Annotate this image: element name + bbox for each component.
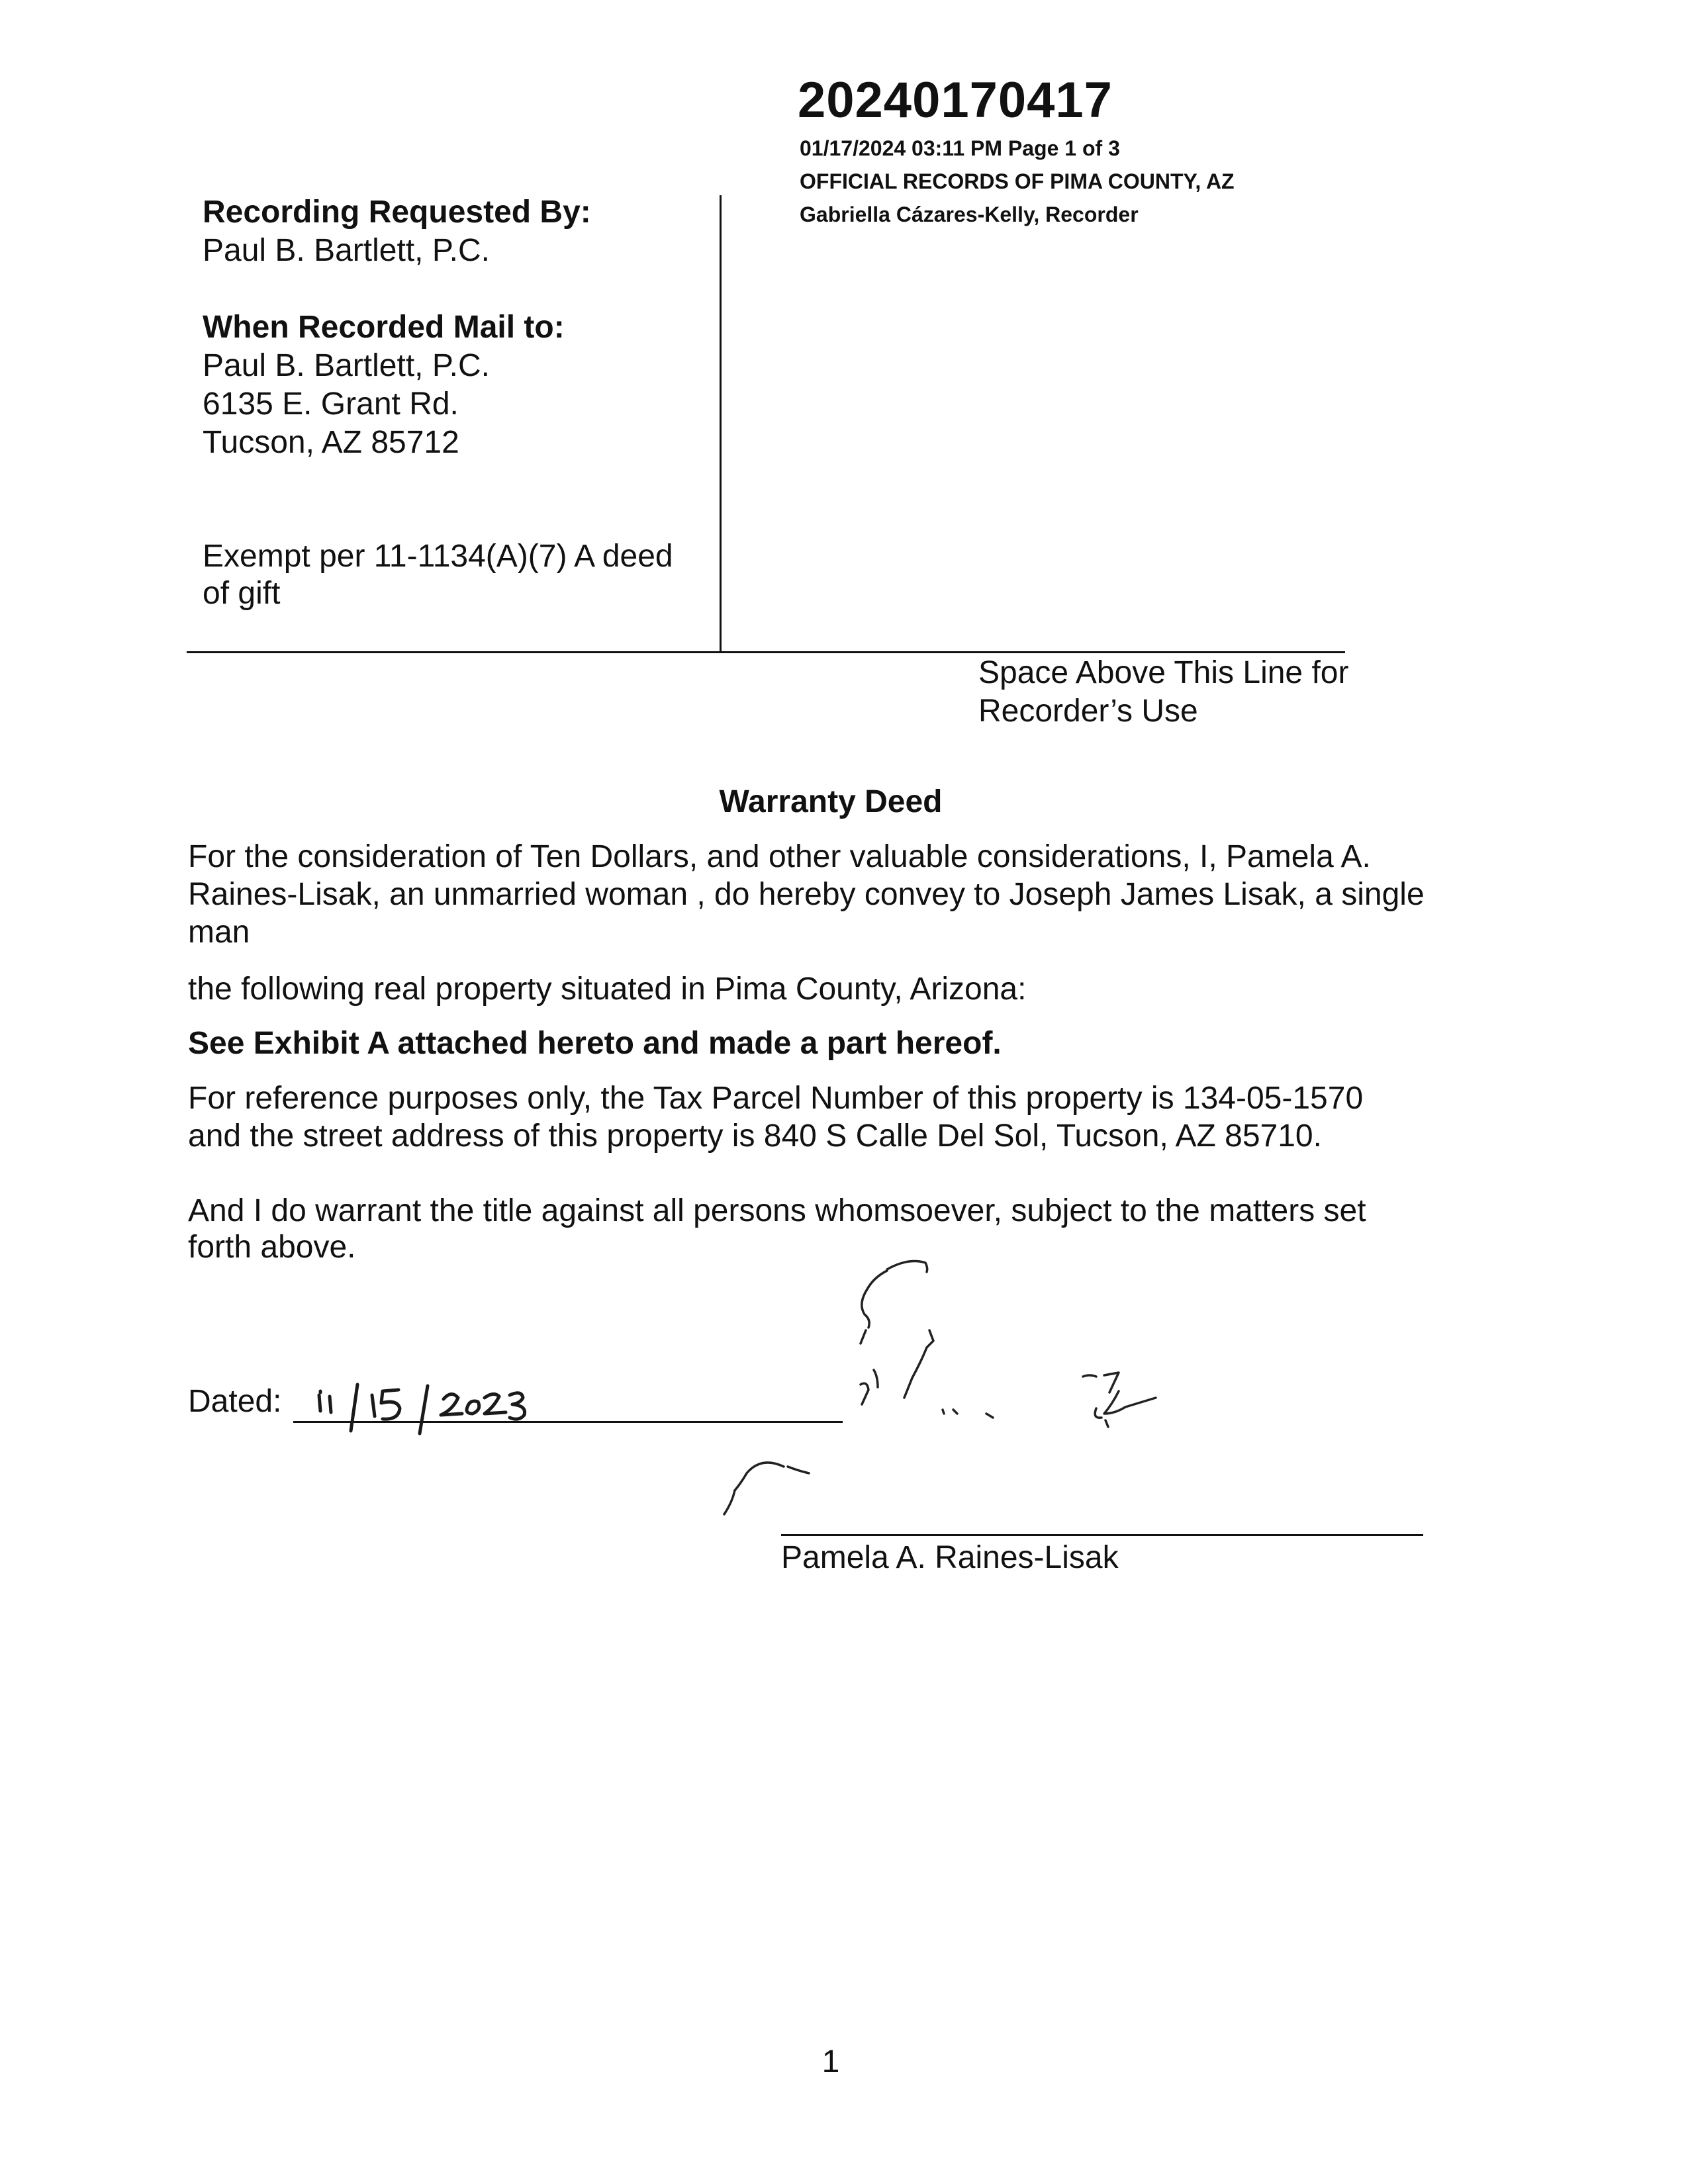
- reference-line-1: For reference purposes only, the Tax Parcel Number of this property is 134-05-1570: [188, 1081, 1364, 1116]
- warranty-line-2: forth above.: [188, 1230, 356, 1265]
- recording-office: OFFICIAL RECORDS OF PIMA COUNTY, AZ: [800, 169, 1235, 193]
- handwritten-date: [311, 1357, 616, 1436]
- reference-line-2: and the street address of this property is 840 S Calle Del Sol, Tucson, AZ 85710.: [188, 1118, 1322, 1154]
- mail-to-city: Tucson, AZ 85712: [203, 425, 459, 460]
- space-above-line-1: Space Above This Line for: [978, 655, 1349, 690]
- header-divider-horizontal: [187, 651, 1345, 653]
- document-number: 20240170417: [798, 72, 1113, 128]
- space-above-line-2: Recorder’s Use: [978, 694, 1198, 729]
- consideration-line-1: For the consideration of Ten Dollars, and other valuable considerations, I, Pamela A.: [188, 839, 1371, 874]
- signature-line: [781, 1534, 1423, 1536]
- consideration-line-2: Raines-Lisak, an unmarried woman , do hereby convey to Joseph James Lisak, a single: [188, 877, 1425, 912]
- exempt-line-1: Exempt per 11-1134(A)(7) A deed: [203, 539, 673, 574]
- signer-name: Pamela A. Raines-Lisak: [781, 1540, 1119, 1575]
- requested-by-label: Recording Requested By:: [203, 195, 591, 230]
- signature: [662, 1231, 1205, 1535]
- recorder-name: Gabriella Cázares-Kelly, Recorder: [800, 203, 1139, 226]
- dated-label: Dated:: [188, 1384, 282, 1419]
- deed-title: Warranty Deed: [719, 784, 943, 819]
- page-number: 1: [821, 2044, 840, 2079]
- recording-date-time: 01/17/2024 03:11 PM Page 1 of 3: [800, 136, 1120, 160]
- mail-to-street: 6135 E. Grant Rd.: [203, 387, 459, 422]
- exempt-line-2: of gift: [203, 576, 281, 611]
- mail-to-label: When Recorded Mail to:: [203, 310, 565, 345]
- mail-to-name: Paul B. Bartlett, P.C.: [203, 348, 490, 383]
- requested-by-name: Paul B. Bartlett, P.C.: [203, 233, 490, 268]
- property-intro: the following real property situated in Pima County, Arizona:: [188, 972, 1027, 1007]
- exhibit-reference: See Exhibit A attached hereto and made a part hereof.: [188, 1026, 1002, 1061]
- space-above-notice: [978, 654, 1442, 731]
- header-divider-vertical: [720, 195, 722, 652]
- warranty-line-1: And I do warrant the title against all persons whomsoever, subject to the matters set: [188, 1193, 1366, 1228]
- consideration-line-3: man: [188, 915, 250, 950]
